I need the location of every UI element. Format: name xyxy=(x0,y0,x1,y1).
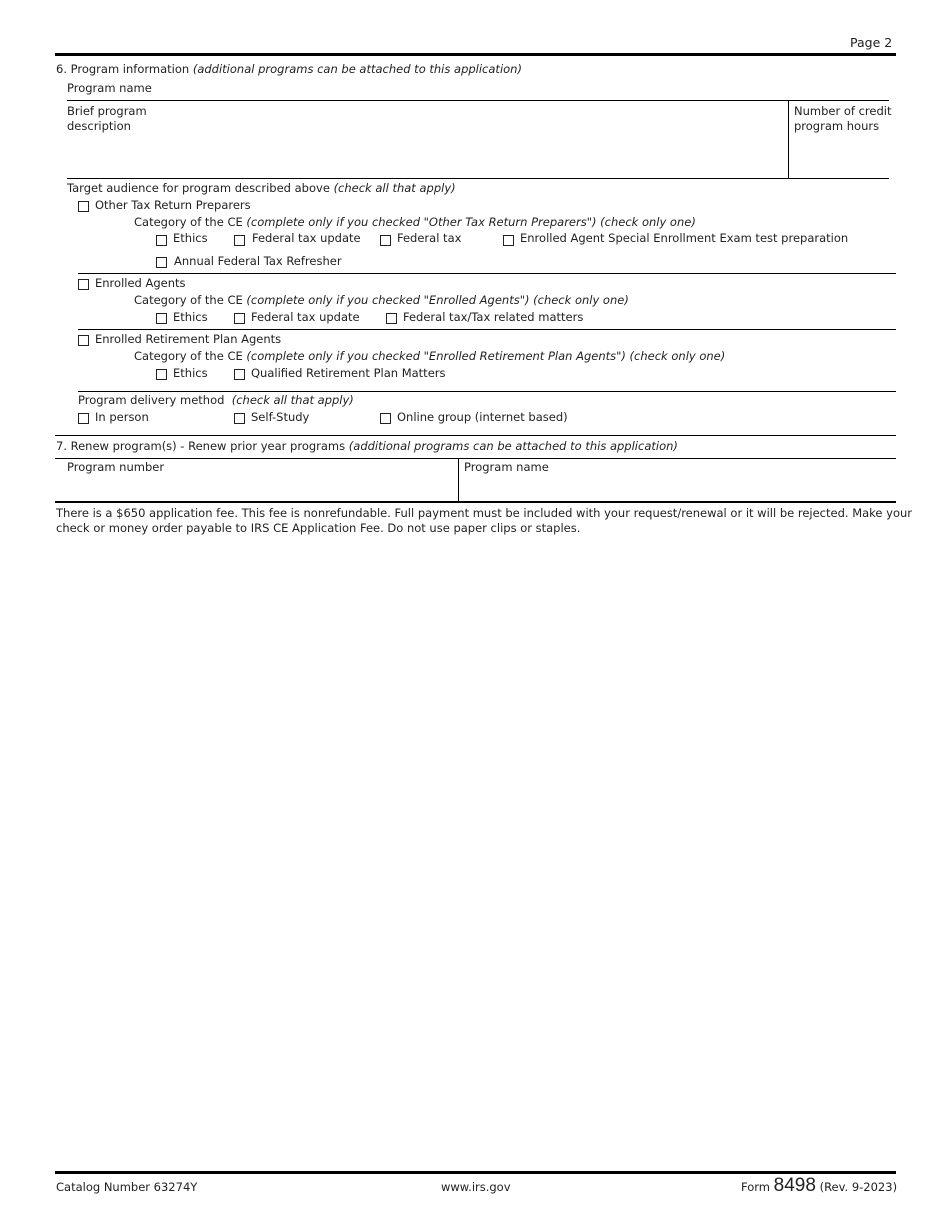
divider xyxy=(55,435,896,436)
delivery-in-person-checkbox[interactable] xyxy=(78,413,89,424)
delivery-in-person-label: In person xyxy=(95,410,149,424)
delivery-self-study-label: Self-Study xyxy=(251,410,310,424)
erpa-qrpm-label: Qualified Retirement Plan Matters xyxy=(251,366,446,380)
delivery-self-study-checkbox[interactable] xyxy=(234,413,245,424)
program-name-input[interactable] xyxy=(160,80,884,98)
otrp-federal-tax-checkbox[interactable] xyxy=(380,235,391,246)
credit-hours-label: Number of credit program hours xyxy=(794,104,892,133)
divider xyxy=(78,391,896,392)
erpa-ethics-checkbox[interactable] xyxy=(156,369,167,380)
ea-ethics-label: Ethics xyxy=(173,310,208,324)
otrp-ea-exam-prep-label: Enrolled Agent Special Enrollment Exam test preparation xyxy=(520,231,849,245)
delivery-online-checkbox[interactable] xyxy=(380,413,391,424)
form-id: Form 8498 (Rev. 9-2023) xyxy=(741,1175,898,1196)
section6-title: 6. Program information (additional programs can be attached to this application) xyxy=(56,62,522,76)
delivery-online-label: Online group (internet based) xyxy=(397,410,568,424)
program-name-label: Program name xyxy=(67,81,152,95)
renew-program-name-label: Program name xyxy=(464,460,549,474)
otrp-federal-tax-update-checkbox[interactable] xyxy=(234,235,245,246)
fee-notice: There is a $650 application fee. This fee is nonrefundable. Full payment must be included with your request/renewal or it will be rejected. Make your check or money order payable to IRS CE Application Fee. Do not use paper clips or staples. xyxy=(56,506,913,535)
divider xyxy=(55,458,896,459)
ea-federal-tax-related-checkbox[interactable] xyxy=(386,313,397,324)
catalog-number: Catalog Number 63274Y xyxy=(56,1180,198,1194)
otrp-category-label: Category of the CE (complete only if you checked "Other Tax Return Preparers") (check only one) xyxy=(134,215,696,229)
otrp-federal-tax-update-label: Federal tax update xyxy=(252,231,361,245)
ea-federal-tax-update-label: Federal tax update xyxy=(251,310,360,324)
erpa-qrpm-checkbox[interactable] xyxy=(234,369,245,380)
erpa-label: Enrolled Retirement Plan Agents xyxy=(95,332,282,346)
ea-checkbox[interactable] xyxy=(78,279,89,290)
section7-title: 7. Renew program(s) - Renew prior year programs (additional programs can be attached to this application) xyxy=(56,439,678,453)
otrp-aftr-checkbox[interactable] xyxy=(156,257,167,268)
brief-description-label: Brief program description xyxy=(67,104,147,133)
renew-program-name-input[interactable] xyxy=(464,478,893,500)
divider xyxy=(78,273,896,274)
brief-description-input[interactable] xyxy=(140,104,784,178)
erpa-checkbox[interactable] xyxy=(78,335,89,346)
target-audience-label: Target audience for program described above (check all that apply) xyxy=(67,181,456,195)
otrp-ethics-checkbox[interactable] xyxy=(156,235,167,246)
website: www.irs.gov xyxy=(441,1180,511,1194)
divider xyxy=(67,100,889,101)
credit-hours-input[interactable] xyxy=(794,140,888,172)
ea-federal-tax-update-checkbox[interactable] xyxy=(234,313,245,324)
renew-program-number-input[interactable] xyxy=(67,478,456,500)
top-rule xyxy=(55,53,896,56)
ea-label: Enrolled Agents xyxy=(95,276,186,290)
divider xyxy=(788,100,789,179)
otrp-ea-exam-prep-checkbox[interactable] xyxy=(503,235,514,246)
divider xyxy=(67,178,889,179)
ea-federal-tax-related-label: Federal tax/Tax related matters xyxy=(403,310,584,324)
otrp-federal-tax-label: Federal tax xyxy=(397,231,462,245)
erpa-ethics-label: Ethics xyxy=(173,366,208,380)
otrp-aftr-label: Annual Federal Tax Refresher xyxy=(174,254,342,268)
otrp-label: Other Tax Return Preparers xyxy=(95,198,251,212)
erpa-category-label: Category of the CE (complete only if you checked "Enrolled Retirement Plan Agents") (check only one) xyxy=(134,349,726,363)
ea-category-label: Category of the CE (complete only if you checked "Enrolled Agents") (check only one) xyxy=(134,293,629,307)
page-number: Page 2 xyxy=(850,35,893,50)
otrp-checkbox[interactable] xyxy=(78,201,89,212)
otrp-ethics-label: Ethics xyxy=(173,231,208,245)
bottom-rule xyxy=(55,1171,896,1174)
program-number-label: Program number xyxy=(67,460,165,474)
delivery-method-label: Program delivery method (check all that apply) xyxy=(78,393,354,407)
divider xyxy=(458,458,459,502)
ea-ethics-checkbox[interactable] xyxy=(156,313,167,324)
divider xyxy=(55,501,896,503)
divider xyxy=(78,329,896,330)
